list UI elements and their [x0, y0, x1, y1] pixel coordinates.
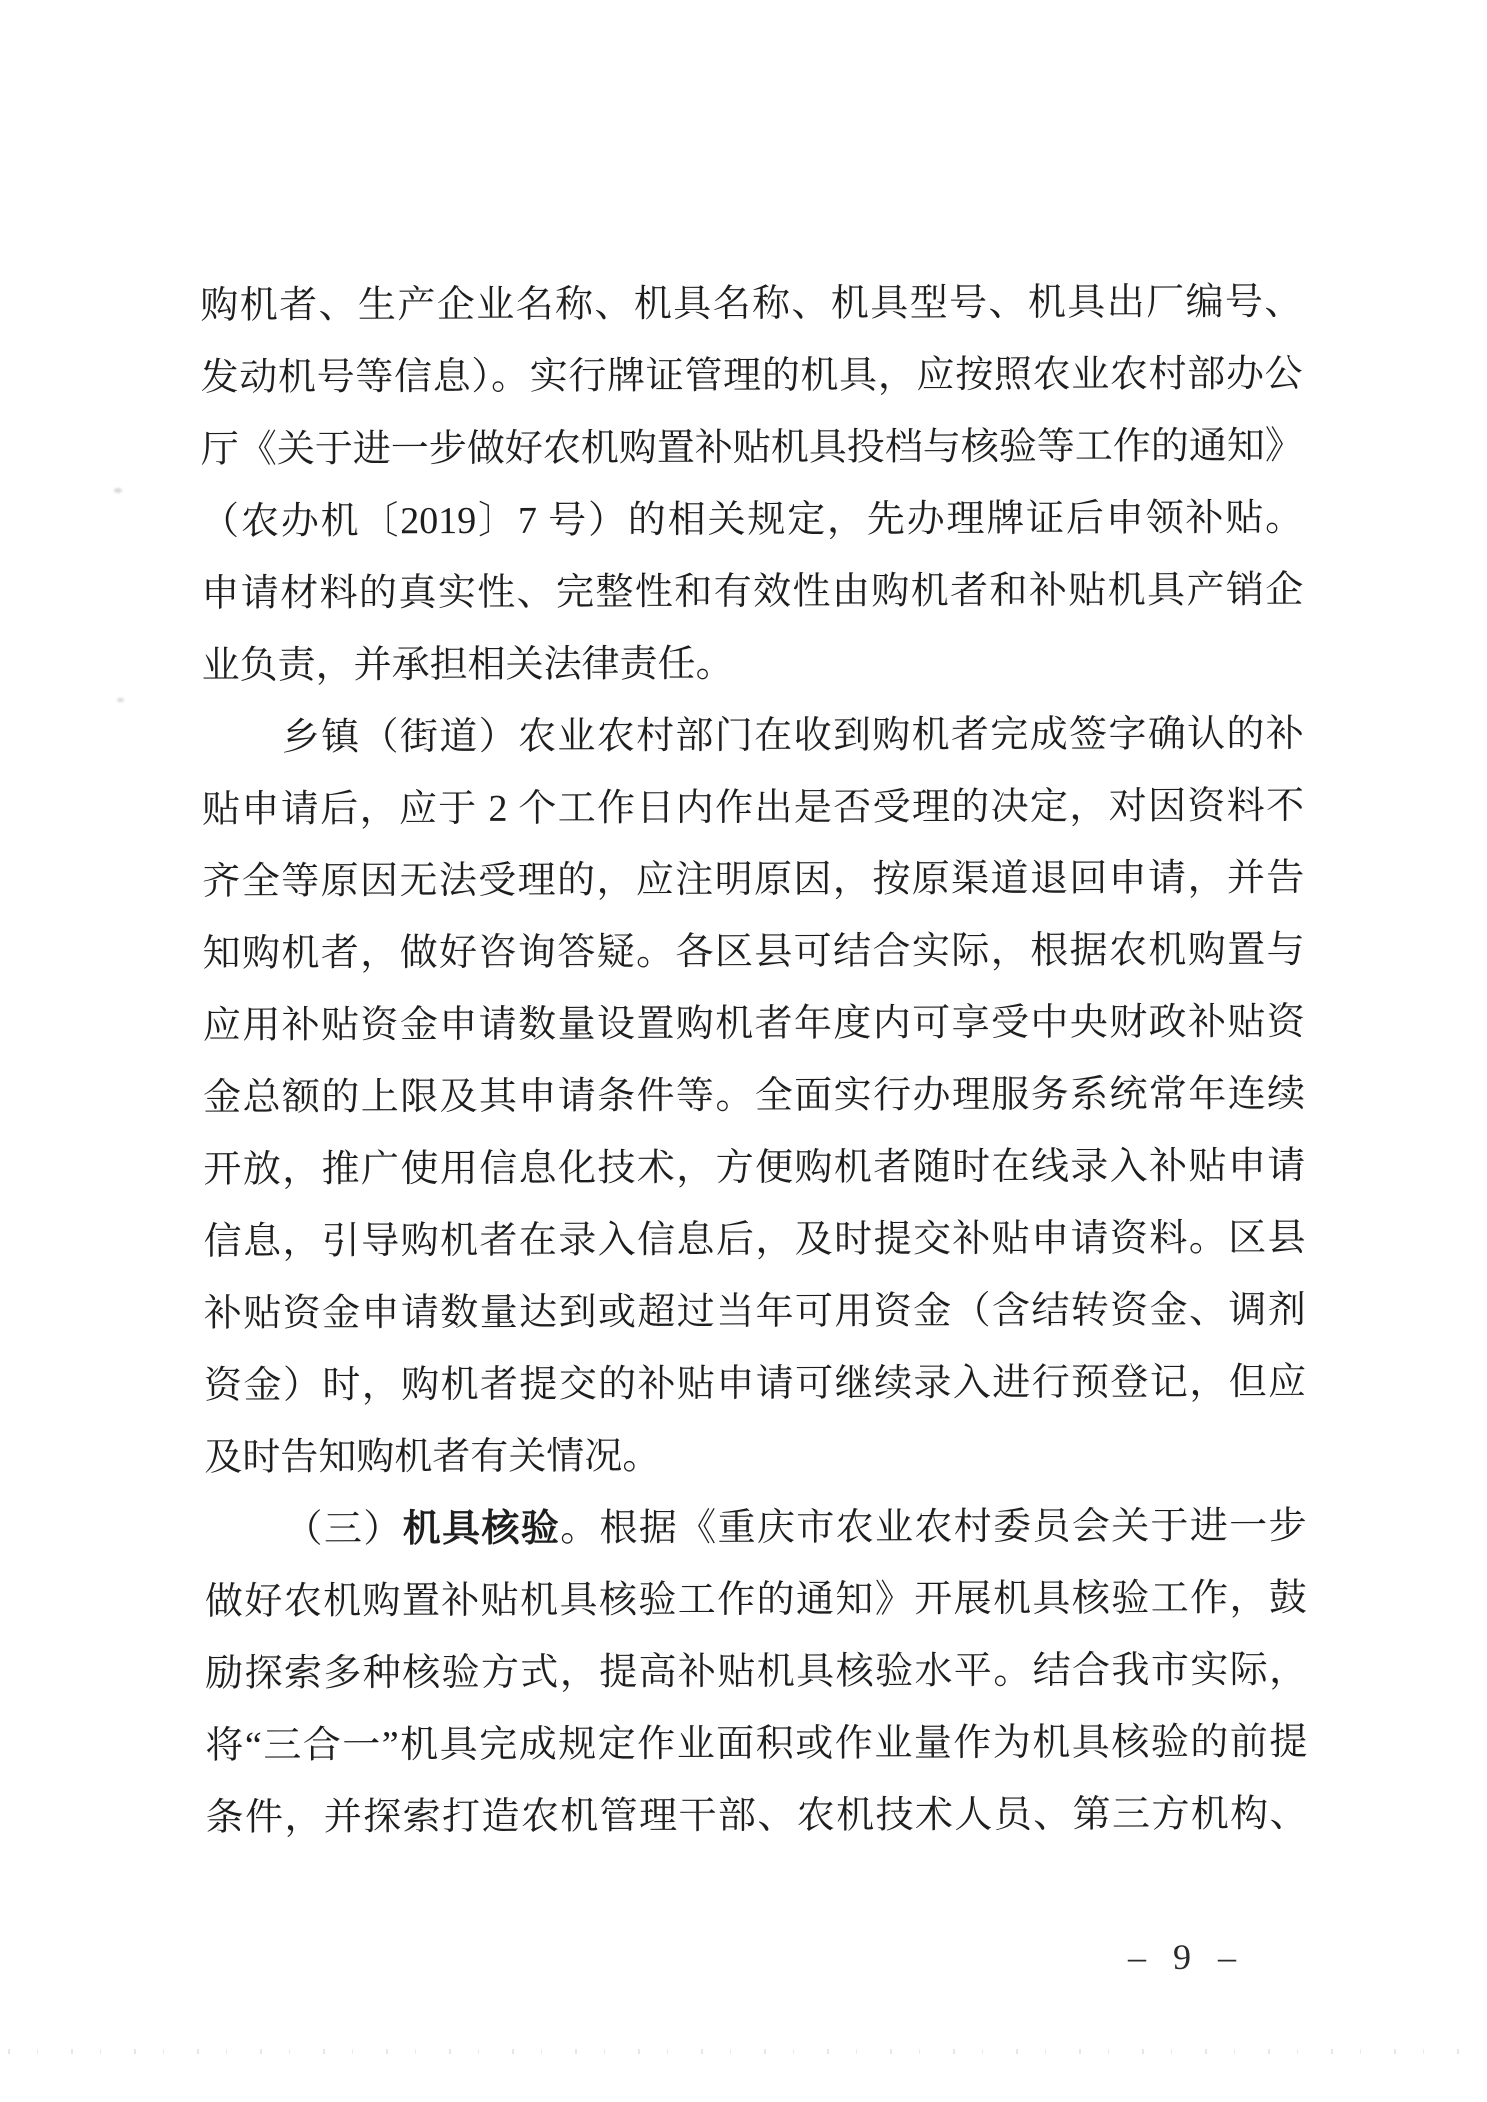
text-line: 信息，引导购机者在录入信息后，及时提交补贴申请资料。区县: [203, 1217, 1306, 1263]
page-number: – 9 –: [1128, 1937, 1245, 1977]
text-line: 购机者、生产企业名称、机具名称、机具型号、机具出厂编号、: [200, 281, 1303, 327]
text-line: 补贴资金申请数量达到或超过当年可用资金（含结转资金、调剂: [203, 1289, 1306, 1335]
text-line: 应用补贴资金申请数量设置购机者年度内可享受中央财政补贴资: [202, 1001, 1305, 1047]
text-line-paragraph-end: 及时告知购机者有关情况。: [204, 1435, 661, 1479]
scan-noise-strip: [8, 2049, 1478, 2054]
scan-speck: [114, 488, 122, 493]
section-number: （三）: [284, 1508, 403, 1551]
text-line-paragraph-end: 业负责，并承担相关法律责任。: [201, 643, 734, 687]
text-line: 做好农机购置补贴机具核验工作的通知》开展机具核验工作，鼓: [204, 1577, 1307, 1623]
text-line: 贴申请后，应于 2 个工作日内作出是否受理的决定，对因资料不: [202, 785, 1305, 831]
text-line: 资金）时，购机者提交的补贴申请可继续录入进行预登记，但应: [204, 1361, 1307, 1407]
text-line: 发动机号等信息）。实行牌证管理的机具，应按照农业农村部办公: [200, 353, 1303, 399]
text-line: 开放，推广使用信息化技术，方便购机者随时在线录入补贴申请: [203, 1145, 1306, 1191]
section-heading-rest: 。根据《重庆市农业农村委员会关于进一步: [560, 1505, 1307, 1550]
text-line-section-heading: [205, 1490, 1307, 1566]
text-line: 知购机者，做好咨询答疑。各区县可结合实际，根据农机购置与: [202, 929, 1305, 975]
text-line: （农办机〔2019〕7 号）的相关规定，先办理牌证后申领补贴。: [201, 497, 1304, 543]
text-line: 金总额的上限及其申请条件等。全面实行办理服务系统常年连续: [203, 1073, 1306, 1119]
document-text-block: [200, 266, 1308, 1854]
text-line: 条件，并探索打造农机管理干部、农机技术人员、第三方机构、: [205, 1793, 1308, 1839]
section-heading-bold: 机具核验: [402, 1507, 561, 1551]
scan-speck: [117, 698, 124, 702]
text-line: 将“三合一”机具完成规定作业面积或作业量作为机具核验的前提: [205, 1721, 1308, 1767]
text-line-paragraph-start: 乡镇（街道）农业农村部门在收到购机者完成签字确认的补: [281, 713, 1304, 759]
text-line: 励探索多种核验方式，提高补贴机具核验水平。结合我市实际，: [205, 1649, 1308, 1695]
text-line: 厅《关于进一步做好农机购置补贴机具投档与核验等工作的通知》: [200, 425, 1303, 471]
text-line: 齐全等原因无法受理的，应注明原因，按原渠道退回申请，并告: [202, 857, 1305, 903]
text-line: 申请材料的真实性、完整性和有效性由购机者和补贴机具产销企: [201, 569, 1304, 615]
